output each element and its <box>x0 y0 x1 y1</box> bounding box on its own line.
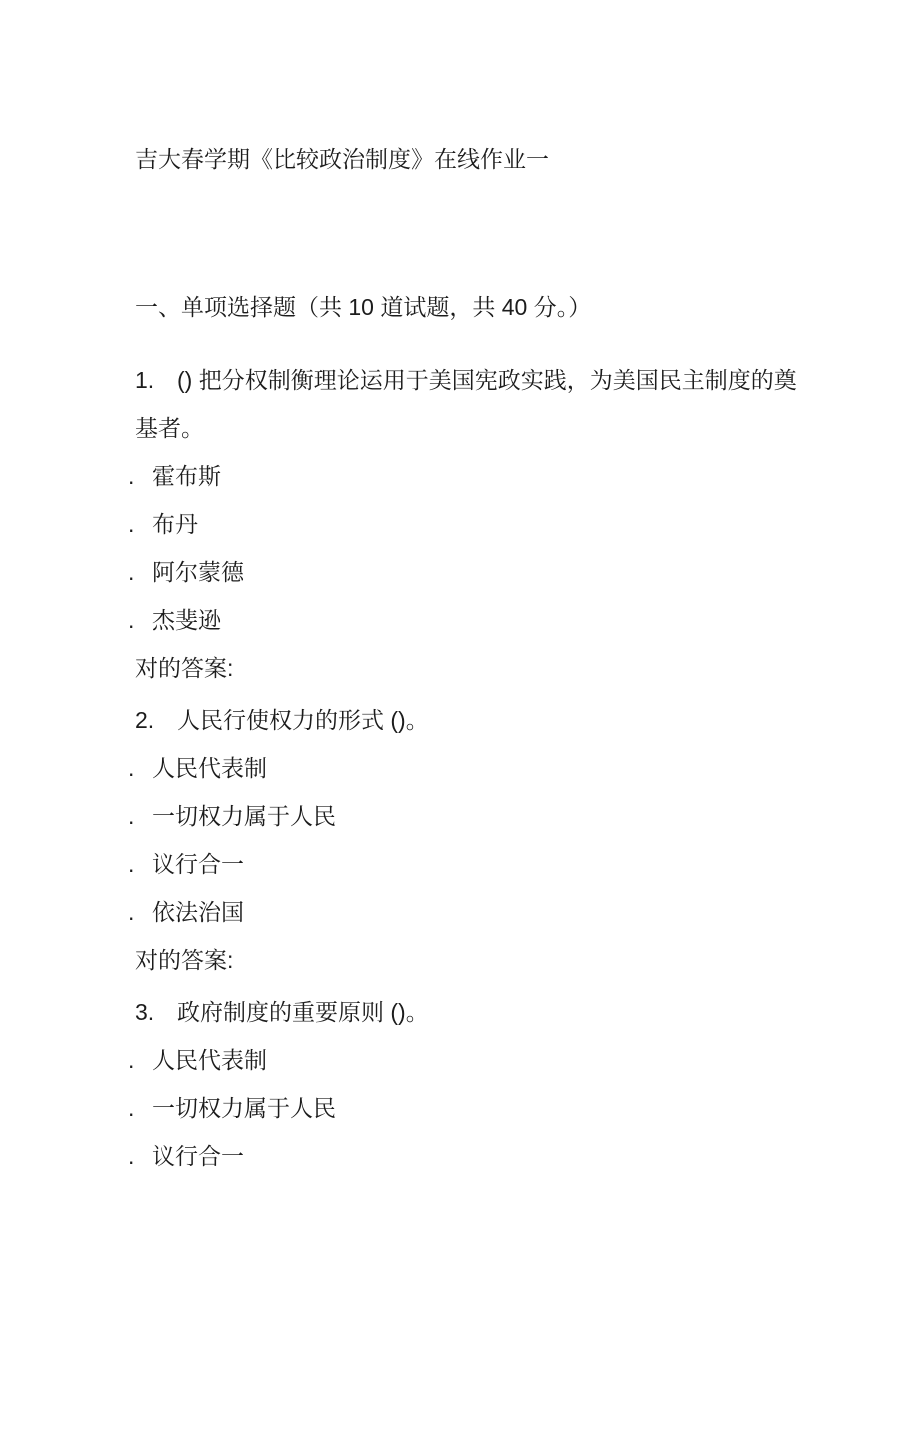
option-row <box>128 840 805 888</box>
question-1 <box>128 356 805 692</box>
answer-label: 对的答案: <box>135 655 234 681</box>
option-label: 依法治国 <box>152 899 244 925</box>
question-text: () 把分权制衡理论运用于美国宪政实践，为美国民主制度的奠基者。 <box>135 367 797 441</box>
option-label: 人民代表制 <box>152 755 267 781</box>
option-row <box>128 888 805 936</box>
option-bullet: . <box>128 803 135 829</box>
option-label: 议行合一 <box>152 851 244 877</box>
option-row <box>128 1036 805 1084</box>
question-text: 政府制度的重要原则 ()。 <box>177 999 429 1025</box>
option-row <box>128 1084 805 1132</box>
option-label: 布丹 <box>152 511 198 537</box>
option-row <box>128 596 805 644</box>
option-row <box>128 452 805 500</box>
section-heading: 一、单项选择题（共 10 道试题，共 40 分。） <box>135 294 592 320</box>
option-bullet: . <box>128 899 135 925</box>
question-number: 2. <box>135 707 155 733</box>
question-number: 3. <box>135 999 155 1025</box>
document-page <box>0 135 920 1437</box>
option-label: 人民代表制 <box>152 1047 267 1073</box>
option-bullet: . <box>128 511 135 537</box>
question-2 <box>128 696 805 984</box>
question-3 <box>128 988 805 1180</box>
option-label: 议行合一 <box>152 1143 244 1169</box>
question-line <box>135 696 805 744</box>
document-title: 吉大春学期《比较政治制度》在线作业一 <box>135 146 549 172</box>
option-bullet: . <box>128 1143 135 1169</box>
option-label: 霍布斯 <box>152 463 221 489</box>
question-line <box>135 356 805 452</box>
option-bullet: . <box>128 1047 135 1073</box>
option-bullet: . <box>128 559 135 585</box>
option-row <box>128 744 805 792</box>
option-row <box>128 1132 805 1180</box>
option-label: 一切权力属于人民 <box>152 803 336 829</box>
option-label: 阿尔蒙德 <box>152 559 244 585</box>
option-row <box>128 792 805 840</box>
option-row <box>128 500 805 548</box>
option-label: 杰斐逊 <box>152 607 221 633</box>
question-line <box>135 988 805 1036</box>
question-text: 人民行使权力的形式 ()。 <box>177 707 429 733</box>
answer-label: 对的答案: <box>135 947 234 973</box>
option-row <box>128 548 805 596</box>
question-number: 1. <box>135 367 155 393</box>
option-bullet: . <box>128 607 135 633</box>
option-bullet: . <box>128 463 135 489</box>
option-bullet: . <box>128 1095 135 1121</box>
option-label: 一切权力属于人民 <box>152 1095 336 1121</box>
option-bullet: . <box>128 755 135 781</box>
option-bullet: . <box>128 851 135 877</box>
